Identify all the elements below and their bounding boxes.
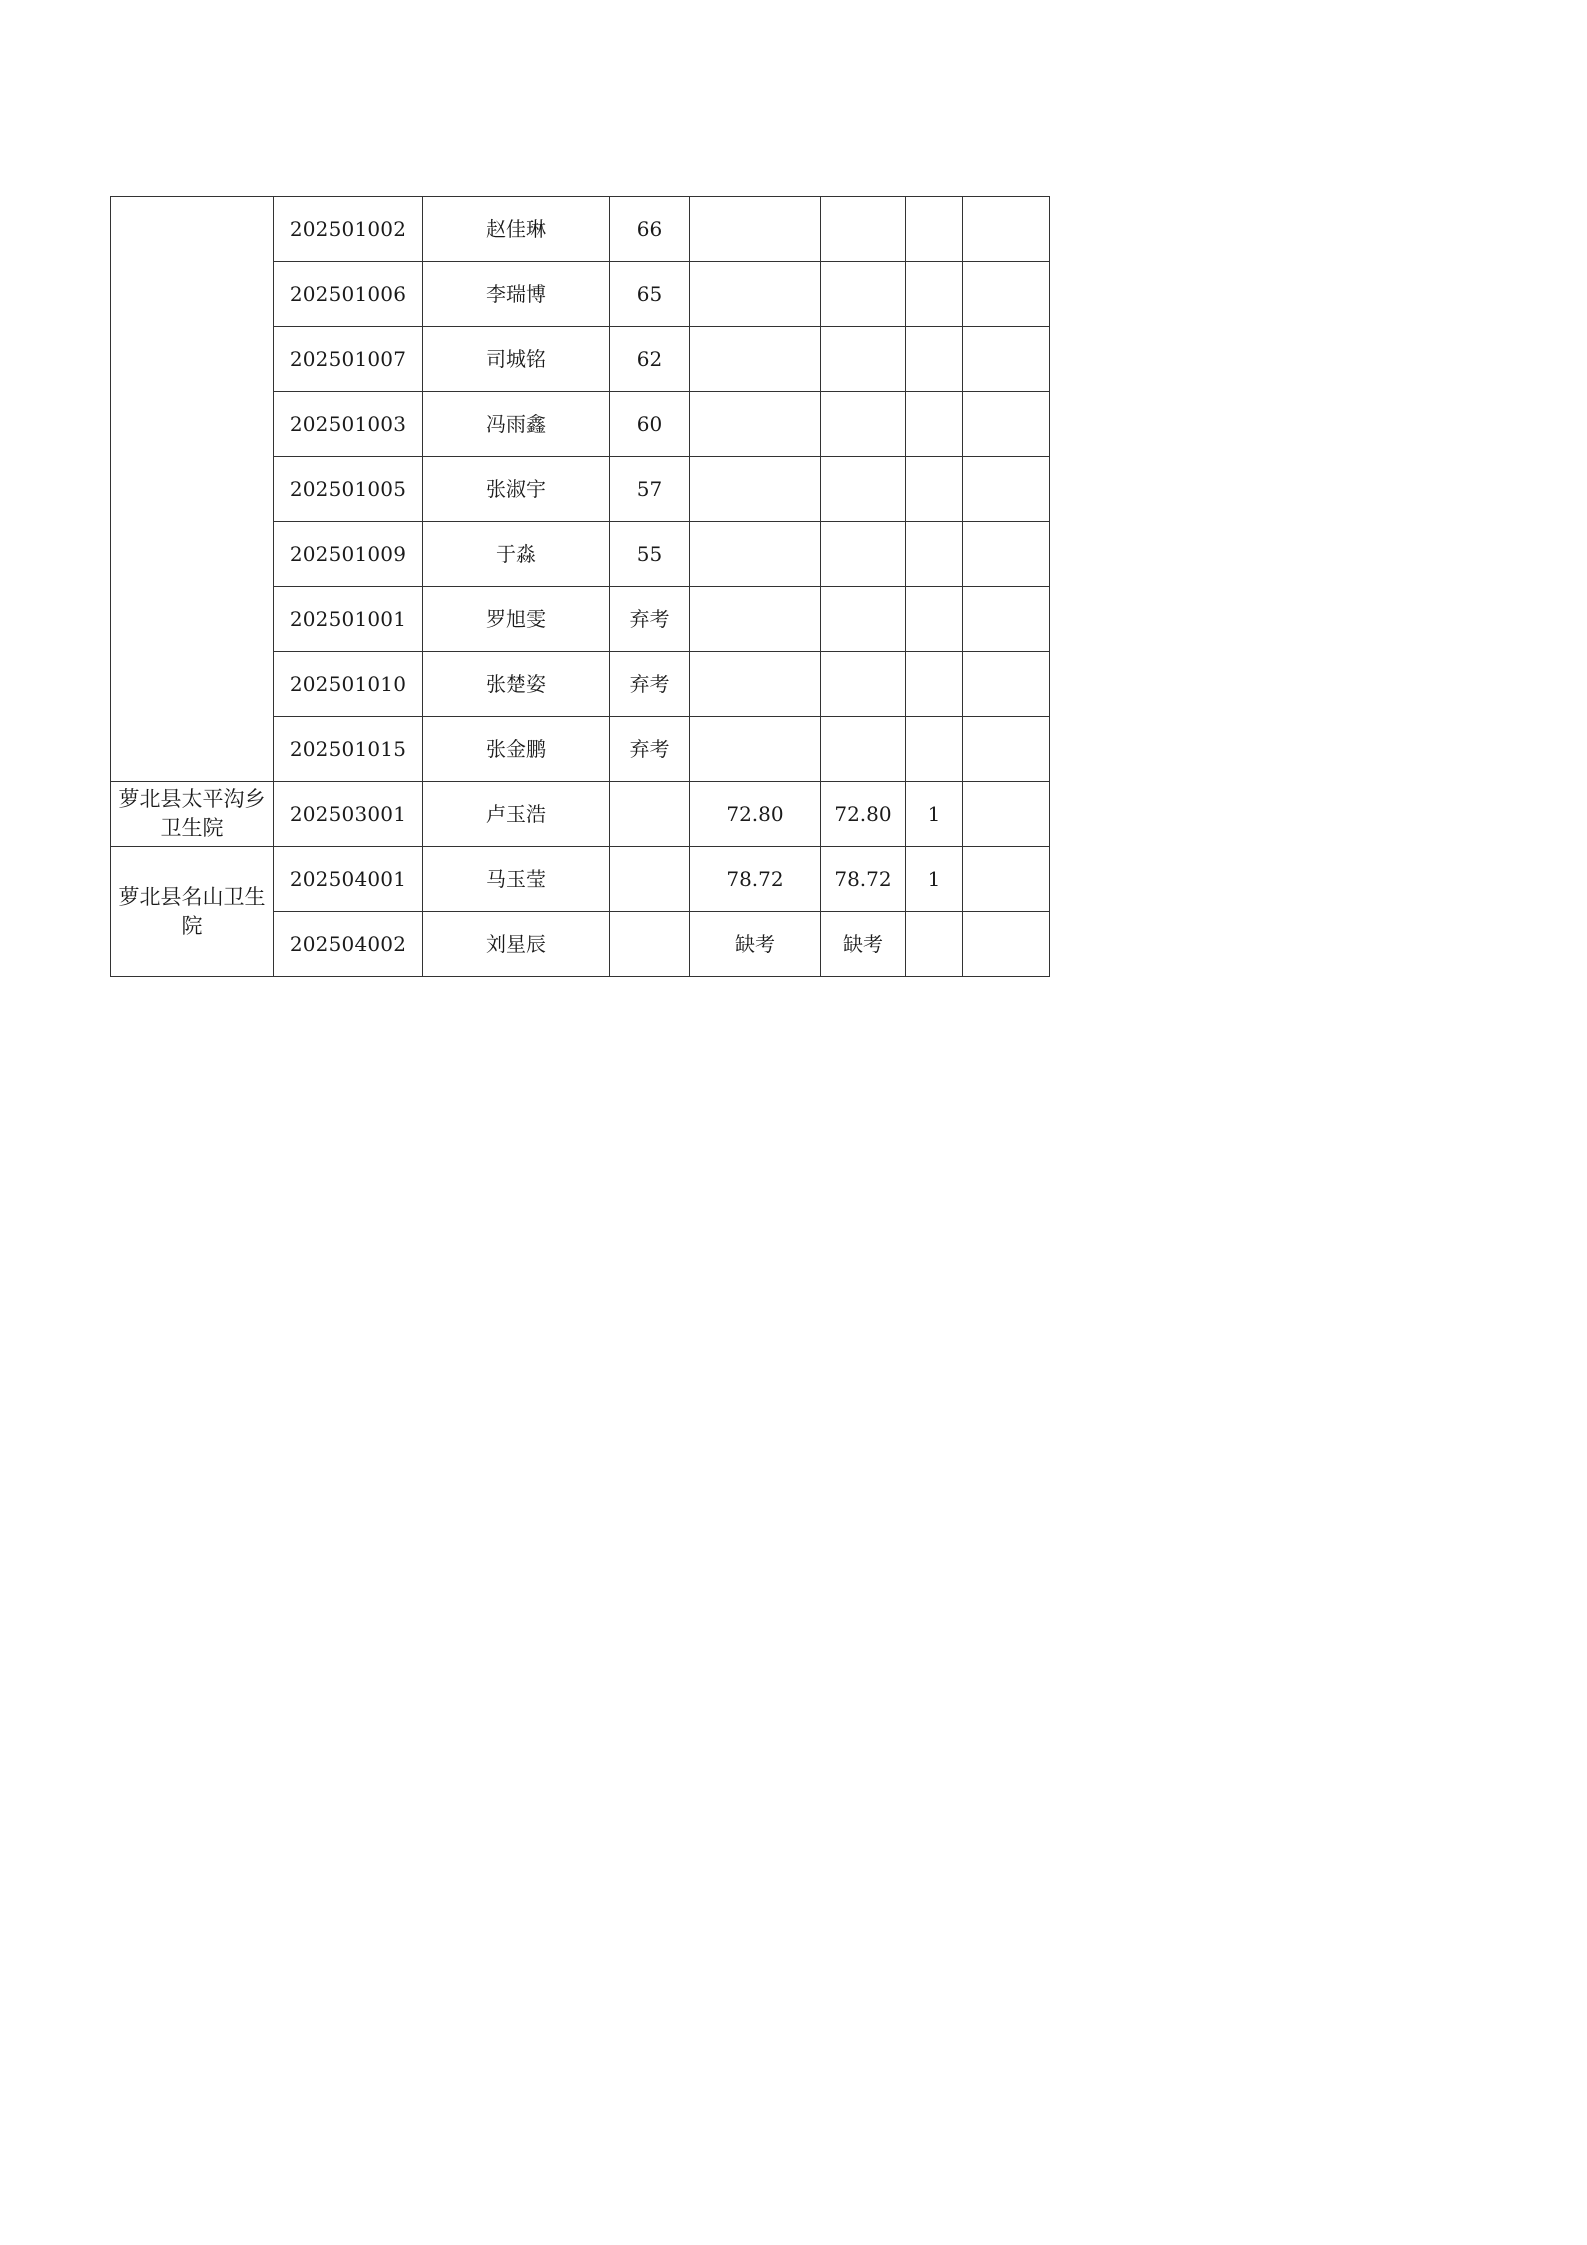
written-score-cell: 55 [610,522,690,587]
exam-id-cell: 202504001 [274,847,423,912]
exam-id-cell: 202501010 [274,652,423,717]
total-score-cell [821,327,906,392]
interview-score-cell [690,522,821,587]
candidate-name-cell: 张淑宇 [423,457,610,522]
candidate-name-cell: 刘星辰 [423,912,610,977]
rank-cell: 1 [906,847,963,912]
interview-score-cell [690,327,821,392]
exam-id-cell: 202501005 [274,457,423,522]
rank-cell [906,652,963,717]
candidate-name-cell: 于淼 [423,522,610,587]
interview-score-cell: 72.80 [690,782,821,847]
score-table [110,196,1050,977]
note-cell [963,327,1050,392]
candidate-name-cell: 卢玉浩 [423,782,610,847]
note-cell [963,522,1050,587]
written-score-cell [610,782,690,847]
written-score-cell: 弃考 [610,717,690,782]
written-score-cell: 66 [610,197,690,262]
interview-score-cell [690,262,821,327]
written-score-cell: 60 [610,392,690,457]
unit-cell: 萝北县太平沟乡卫生院 [111,782,274,847]
unit-cell: 萝北县名山卫生院 [111,847,274,977]
candidate-name-cell: 赵佳琳 [423,197,610,262]
table-row [111,847,1050,912]
note-cell [963,392,1050,457]
candidate-name-cell: 司城铭 [423,327,610,392]
rank-cell [906,912,963,977]
candidate-name-cell: 李瑞博 [423,262,610,327]
candidate-name-cell: 罗旭雯 [423,587,610,652]
interview-score-cell [690,717,821,782]
note-cell [963,197,1050,262]
total-score-cell [821,717,906,782]
total-score-cell [821,522,906,587]
note-cell [963,717,1050,782]
written-score-cell: 62 [610,327,690,392]
note-cell [963,652,1050,717]
total-score-cell: 缺考 [821,912,906,977]
note-cell [963,457,1050,522]
total-score-cell [821,197,906,262]
exam-id-cell: 202501006 [274,262,423,327]
total-score-cell [821,652,906,717]
candidate-name-cell: 马玉莹 [423,847,610,912]
exam-id-cell: 202504002 [274,912,423,977]
document-page [0,0,1110,1569]
exam-id-cell: 202501009 [274,522,423,587]
written-score-cell [610,847,690,912]
table-row [111,197,1050,262]
written-score-cell [610,912,690,977]
note-cell [963,912,1050,977]
total-score-cell: 78.72 [821,847,906,912]
note-cell [963,262,1050,327]
rank-cell [906,457,963,522]
interview-score-cell: 缺考 [690,912,821,977]
exam-id-cell: 202501001 [274,587,423,652]
candidate-name-cell: 冯雨鑫 [423,392,610,457]
rank-cell [906,197,963,262]
rank-cell [906,262,963,327]
total-score-cell [821,262,906,327]
exam-id-cell: 202503001 [274,782,423,847]
exam-id-cell: 202501015 [274,717,423,782]
exam-id-cell: 202501007 [274,327,423,392]
written-score-cell: 弃考 [610,652,690,717]
rank-cell [906,717,963,782]
interview-score-cell [690,392,821,457]
interview-score-cell [690,197,821,262]
interview-score-cell [690,587,821,652]
interview-score-cell [690,652,821,717]
interview-score-cell [690,457,821,522]
note-cell [963,587,1050,652]
exam-id-cell: 202501002 [274,197,423,262]
total-score-cell [821,587,906,652]
rank-cell: 1 [906,782,963,847]
total-score-cell: 72.80 [821,782,906,847]
note-cell [963,782,1050,847]
candidate-name-cell: 张楚姿 [423,652,610,717]
written-score-cell: 65 [610,262,690,327]
table-row [111,782,1050,847]
interview-score-cell: 78.72 [690,847,821,912]
rank-cell [906,392,963,457]
unit-cell [111,197,274,782]
rank-cell [906,587,963,652]
candidate-name-cell: 张金鹏 [423,717,610,782]
rank-cell [906,327,963,392]
written-score-cell: 弃考 [610,587,690,652]
total-score-cell [821,457,906,522]
exam-id-cell: 202501003 [274,392,423,457]
total-score-cell [821,392,906,457]
rank-cell [906,522,963,587]
written-score-cell: 57 [610,457,690,522]
note-cell [963,847,1050,912]
